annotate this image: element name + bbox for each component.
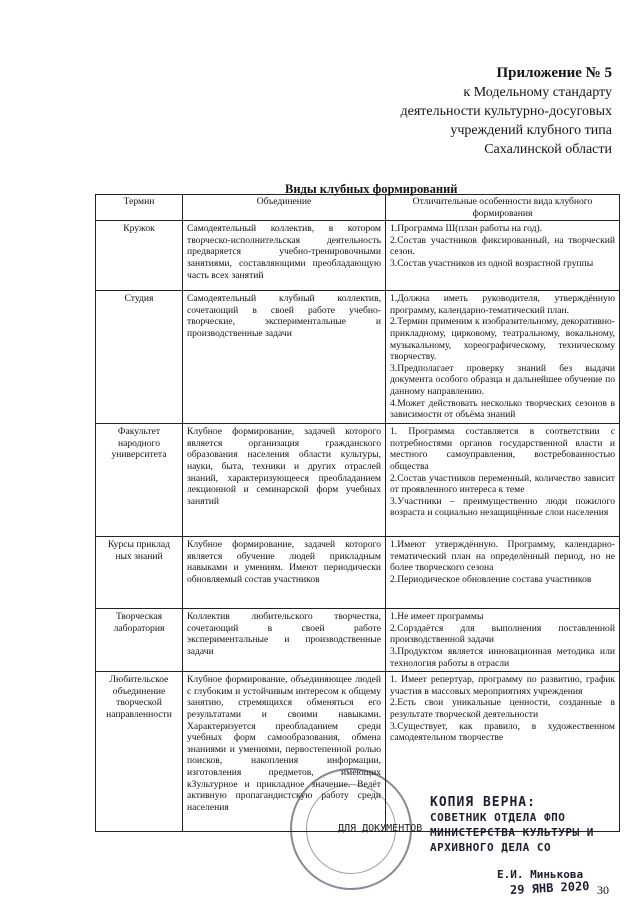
term-cell: Студия <box>96 291 183 424</box>
copy-verified-label: КОПИЯ ВЕРНА: <box>430 795 536 810</box>
stamp-line: МИНИСТЕРСТВА КУЛЬТУРЫ И <box>430 826 594 839</box>
feature-item: 2.Периодическое обновление состава участников <box>390 573 592 585</box>
stamp-line: АРХИВНОГО ДЕЛА СО <box>430 841 552 854</box>
column-header-union: Объединение <box>183 195 386 221</box>
date-stamp: 29 ЯНВ 2020 <box>509 878 590 898</box>
feature-item: 3.Участники – преимущественно люди пожилого возраста и социально незащищённые слои населения <box>390 495 615 519</box>
feature-item: 1.Имеют утверждённую. Программу, календарно-тематический план на определённый период, но не более творческого сезона <box>390 539 615 574</box>
feature-item: 1.Программа Ш(план работы на год). <box>390 223 543 235</box>
feature-item: 3.Состав участников из одной возрастной группы <box>390 257 594 269</box>
features-cell <box>386 221 620 291</box>
header-line: деятельности культурно-досуговых <box>400 104 612 119</box>
feature-item: 1. Имеет репертуар, программу по развитию, график участия в массовых мероприятиях учреждения <box>390 674 615 697</box>
column-header-features: Отличительные особенности вида клубного формирования <box>386 195 620 221</box>
feature-item: 2.Есть свои уникальные ценности, созданные в результате творческой деятельности <box>390 697 615 720</box>
signer-name: Е.И. Минькова <box>497 868 584 881</box>
column-header-term: Термин <box>96 195 183 221</box>
copy-certification-stamp <box>430 795 594 855</box>
header-line: Сахалинской области <box>484 142 612 157</box>
feature-item: 3.Продуктом является инновационная методика или технология работы в отрасли <box>390 645 615 669</box>
feature-item: 4.Может действовать несколько творческих сезонов в зависимости от объёма знаний <box>390 397 615 421</box>
feature-item: 3.Существует, как правило, в художественном самодеятельном творчестве <box>390 720 615 744</box>
feature-item: 3.Предполагает проверку знаний без выдачи документа особого образца и дальнейшее обучение по данному направлению. <box>390 362 615 397</box>
term-cell: Кружок <box>96 221 183 291</box>
appendix-title: Приложение № 5 <box>496 65 612 81</box>
table-header-row <box>96 195 620 221</box>
table-row <box>96 609 620 672</box>
table-title: Виды клубных формирований <box>285 182 458 196</box>
union-cell: Самодеятельный клубный коллектив, сочетающий в своей работе учебно-творческие, экспериментальные и производственные задачи <box>183 291 386 424</box>
club-formations-table <box>95 194 620 832</box>
term-cell: Курсы приклад ных знаний <box>96 537 183 609</box>
table-row <box>96 221 620 291</box>
document-header <box>401 64 612 159</box>
header-line: учреждений клубного типа <box>450 123 612 138</box>
union-cell: Самодеятельный коллектив, в котором творческо-исполнительская деятельность предваряется учебно-тренировочными занятиями, составляющими преобладающую часть всех занятий <box>183 221 386 291</box>
feature-item: 2.Термин применим к изобразительному, декоративно-прикладному, цирковому, театральному, вокальному, музыкальному, хореографическому, техническому творчеству. <box>390 316 615 363</box>
feature-item: 1.Не имеет программы <box>390 611 484 623</box>
feature-item: 2.Состав участников фиксированный, на творческий сезон. <box>390 234 615 258</box>
table-row <box>96 291 620 424</box>
table-row <box>96 424 620 537</box>
feature-item: 1. Программа составляется в соответствии с потребностями органов государственной власти и местного самоуправления, востребованностью общества <box>390 426 615 472</box>
term-cell: Любительское объединение творческой направленности <box>96 672 183 832</box>
features-cell <box>386 537 620 609</box>
union-cell: Клубное формирование, задачей которого является обучение людей прикладным навыками и умениям. Имеют периодически обновляемый состав участников <box>183 537 386 609</box>
stamp-line: СОВЕТНИК ОТДЕЛА ФПО <box>430 811 566 824</box>
header-line: к Модельному стандарту <box>463 85 612 100</box>
union-cell: Клубное формирование, задачей которого является организация гражданского образования населения области культуры, науки, быта, техники и других отраслей знаний, характеризующееся преобладанием лекционной и семинарской форм учебных занятий <box>183 424 386 537</box>
feature-item: 2.Состав участников переменный, количество зависит от проявленного интереса к теме <box>390 472 615 496</box>
union-cell: Клубное формирование, объединяющее людей с глубоким и устойчивым интересом к общему занятию, стремящихся обменяться его результатами и своими навыками. Характеризуется преобладанием среди учебных форм самообразования, обмена знаниями и умениями, первостепенной ролью поисков, накопления информации, изготовления предметов, имеющих кЗультурное и прикладное значение. Ведёт активную пропагандистскую работу среди населения <box>183 672 386 832</box>
features-cell <box>386 609 620 672</box>
term-cell: Факультет народного университета <box>96 424 183 537</box>
features-cell <box>386 291 620 424</box>
features-cell <box>386 424 620 537</box>
union-cell: Коллектив любительского творчества, сочетающий в своей работе экспериментальные и производственные задачи <box>183 609 386 672</box>
feature-item: 1.Должна иметь руководителя, утверждённую программу, календарно-тематический план. <box>390 293 615 316</box>
page-number: 30 <box>597 883 609 897</box>
feature-item: 2.Сорздаётся для выполнения поставленной производственной задачи <box>390 622 615 646</box>
for-documents-stamp: ДЛЯ ДОКУМЕНТОВ <box>338 823 423 834</box>
term-cell: Творческая лаборатория <box>96 609 183 672</box>
table-row <box>96 537 620 609</box>
